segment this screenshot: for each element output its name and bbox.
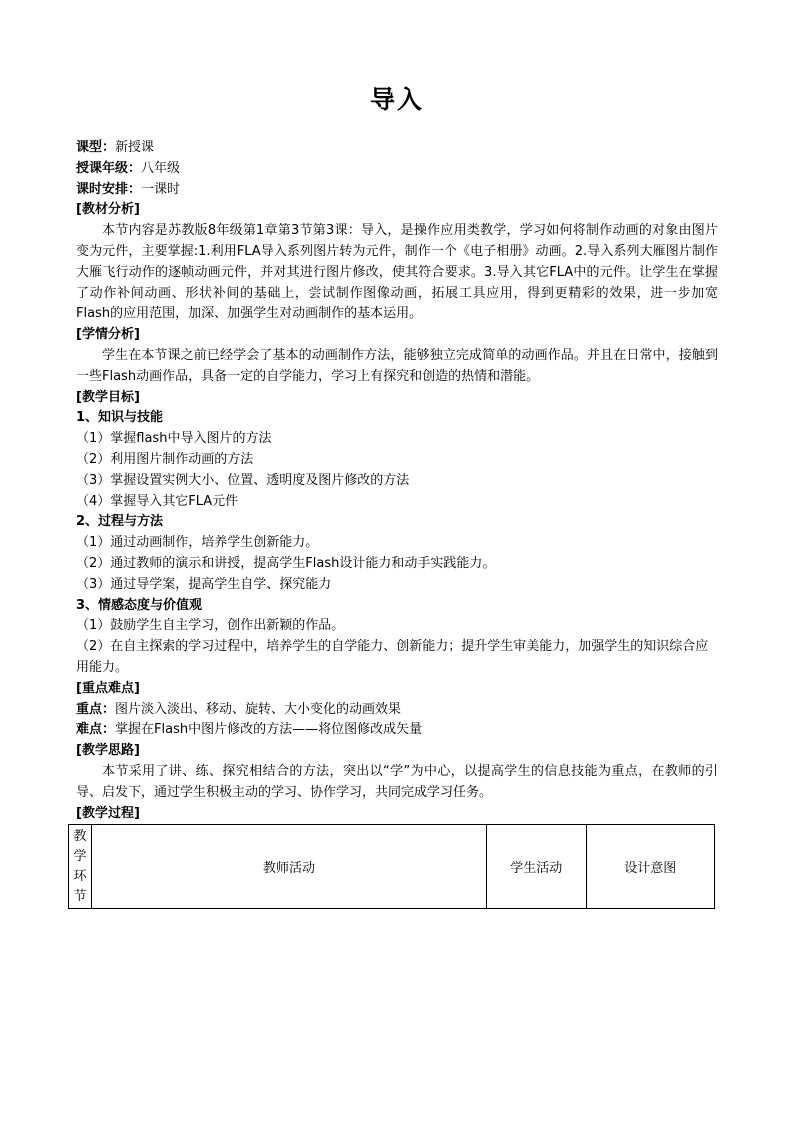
meta-grade [76, 159, 718, 180]
key-point [76, 700, 718, 721]
section-heading-approach: [教学思路] [76, 743, 140, 759]
difficult-point [76, 720, 718, 741]
goal-group-title: 3、情感态度与价值观 [76, 597, 203, 613]
teaching-approach-text: 本节采用了讲、练、探究相结合的方法，突出以“学”为中心，以提高学生的信息技能为重点，在教师的引导、启发下，通过学生积极主动的学习、协作学习，共同完成学习任务。 [76, 763, 718, 800]
goal-group-title: 1、知识与技能 [76, 410, 164, 426]
goal-item: （1）通过动画制作，培养学生创新能力。 [76, 535, 319, 551]
teaching-process-table [68, 824, 715, 909]
table-header-row [69, 825, 715, 909]
design-intent-header: 设计意图 [586, 825, 714, 909]
meta-value: 一课时 [141, 181, 181, 197]
page-title: 导入 [369, 85, 424, 114]
lesson-content [76, 138, 718, 824]
goal-group-title: 2、过程与方法 [76, 514, 164, 530]
meta-label: 课时安排： [76, 181, 142, 197]
student-analysis-text: 学生在本节课之前已经学会了基本的动画制作方法，能够独立完成简单的动画作品。并且在日常中，接触到一些Flash动画作品，具备一定的自学能力，学习上有探究和创造的热情和潜能。 [76, 347, 718, 384]
meta-value: 八年级 [141, 160, 181, 176]
section-heading-textbook: [教材分析] [76, 202, 140, 218]
goal-item: （3）通过导学案，提高学生自学、探究能力 [76, 576, 332, 592]
goal-item: （4）掌握导入其它FLA元件 [76, 493, 239, 509]
section-heading-goals: [教学目标] [76, 389, 140, 405]
meta-lesson-type [76, 138, 718, 159]
section-heading-students: [学情分析] [76, 327, 140, 343]
goal-item: （1）鼓励学生自主学习，创作出新颖的作品。 [76, 618, 345, 634]
meta-schedule [76, 180, 718, 201]
meta-label: 授课年级： [76, 160, 142, 176]
difficult-point-text: 掌握在Flash中图片修改的方法——将位图修改成矢量 [115, 722, 423, 738]
stage-header-cell: 教学环节 [69, 825, 92, 909]
section-heading-keypoints: [重点难点] [76, 680, 140, 696]
goal-item: （1）掌握flash中导入图片的方法 [76, 431, 272, 447]
goal-item: （2）利用图片制作动画的方法 [76, 451, 254, 467]
goal-item: （3）掌握设置实例大小、位置、透明度及图片修改的方法 [76, 472, 410, 488]
goal-item: （2）在自主探索的学习过程中，培养学生的自学能力、创新能力；提升学生审美能力，加强学生的知识综合应用能力。 [76, 639, 709, 675]
teacher-activity-header: 教师活动 [91, 825, 486, 909]
key-point-text: 图片淡入淡出、移动、旋转、大小变化的动画效果 [115, 701, 402, 717]
meta-label: 课型： [76, 140, 116, 155]
textbook-analysis-text: 本节内容是苏教版8年级第1章第3节第3课：导入，是操作应用类教学，学习如何将制作动画的对象由图片变为元件，主要掌握:1.利用FLA导入系列图片转为元件，制作一个《电子相册》动画。2.导入系列大雁图片制作大雁飞行动作的逐帧动画元件，并对其进行图片修改，使其符合要求。3.导入其它FLA中的元件。让学生在掌握了动作补间动画、形状补间的基础上，尝试制作图像动画，拓展工具应用，得到更精彩的效果，进一步加宽Flash的应用范围，加深、加强学生对动画制作的基本运用。 [76, 223, 718, 322]
key-point-label: 重点： [76, 701, 116, 717]
section-heading-process: [教学过程] [76, 805, 140, 821]
goal-item: （2）通过教师的演示和讲授，提高学生Flash设计能力和动手实践能力。 [76, 555, 496, 571]
student-activity-header: 学生活动 [487, 825, 587, 909]
meta-value: 新授课 [115, 140, 155, 155]
difficult-point-label: 难点： [76, 722, 116, 738]
